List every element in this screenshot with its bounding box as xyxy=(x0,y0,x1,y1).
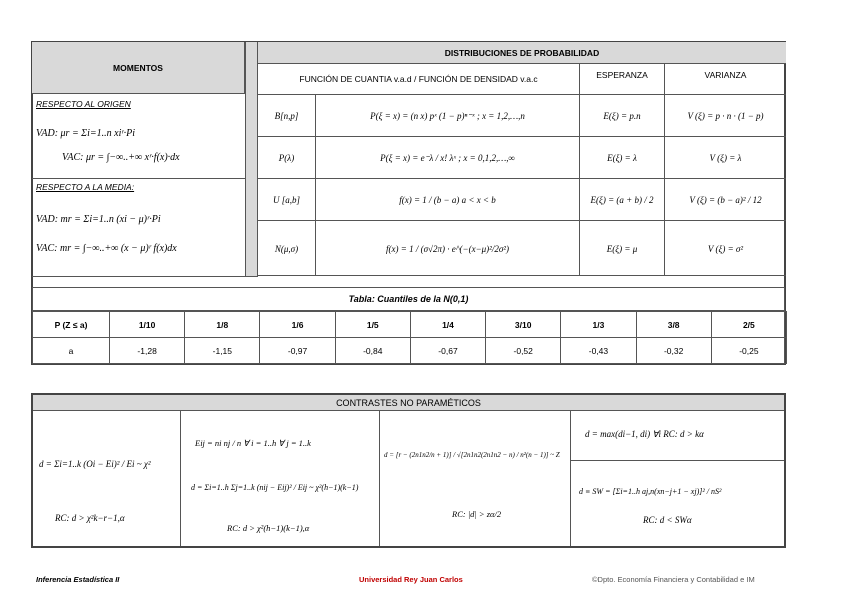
dist-function: f(x) = 1 / (σ√2π) · e^(−(x−μ)²/2σ²) xyxy=(316,221,580,276)
quantiles-table xyxy=(32,311,787,364)
dist-row-normal xyxy=(258,221,786,276)
col-expectation-header: ESPERANZA xyxy=(580,64,665,95)
contrast-independence xyxy=(181,411,380,546)
distributions-header xyxy=(258,42,786,64)
origin-vad-formula: VAD: μr = Σi=1..n xiʳ·Pi xyxy=(36,128,135,139)
prob-cell: 3/8 xyxy=(636,312,711,338)
contrasts-title: CONTRASTES NO PARAMÉTICOS xyxy=(336,397,481,408)
dist-expectation: E(ξ) = λ xyxy=(580,137,665,179)
footer-center: Universidad Rey Juan Carlos xyxy=(359,575,463,584)
shapiro-wilk-rc: RC: d < SWα xyxy=(643,515,692,525)
shapiro-wilk-formula: d ≡ SW = [Σi=1..h aj,n(xn−j+1 − xj)]² / nS² xyxy=(579,487,722,496)
value-cell: -0,43 xyxy=(561,338,636,364)
footer-right: ©Dpto. Economía Financiera y Contabilidad e IM xyxy=(592,575,755,584)
runs-formula: d = [r − (2n1n2/n + 1)] / √[2n1n2(2n1n2 − n) / n²(n − 1)] ~ Z xyxy=(384,451,560,459)
value-cell: -1,28 xyxy=(110,338,185,364)
dist-expectation: E(ξ) = (a + b) / 2 xyxy=(580,179,665,221)
dist-row-binomial xyxy=(258,95,786,137)
contrast-chi-square xyxy=(33,411,181,546)
mean-vac-formula: VAC: mr = ∫−∞..+∞ (x − μ)ʳ f(x)dx xyxy=(36,243,177,254)
moments-origin xyxy=(32,94,245,179)
row-label: P (Z ≤ a) xyxy=(33,312,110,338)
mean-heading: RESPECTO A LA MEDIA: xyxy=(36,182,135,192)
independence-rc: RC: d > χ²(h−1)(k−1),α xyxy=(227,523,310,533)
dist-row-uniform xyxy=(258,179,786,221)
quantiles-title: Tabla: Cuantiles de la N(0,1) xyxy=(33,288,784,311)
value-cell: -0,67 xyxy=(410,338,485,364)
prob-cell: 1/4 xyxy=(410,312,485,338)
distributions-title: DISTRIBUCIONES DE PROBABILIDAD xyxy=(444,47,600,58)
origin-heading: RESPECTO AL ORIGEN xyxy=(36,99,131,109)
origin-vac-formula: VAC: μr = ∫−∞..+∞ xʳ·f(x)·dx xyxy=(62,152,180,163)
contrast-runs xyxy=(380,411,571,546)
contrast-kolmogorov xyxy=(571,411,784,461)
dist-variance: V (ξ) = σ² xyxy=(707,243,744,254)
value-cell: -0,84 xyxy=(335,338,410,364)
moments-header xyxy=(32,42,245,94)
kolmogorov-formula: d = max(di−1, di) ∀i RC: d > kα xyxy=(585,429,704,439)
value-cell: -0,52 xyxy=(486,338,561,364)
mean-vad-formula: VAD: mr = Σi=1..n (xi − μ)ʳ·Pi xyxy=(36,214,161,225)
grey-separator xyxy=(245,42,258,276)
contrast-shapiro-wilk xyxy=(571,461,784,546)
independence-formula: d = Σi=1..h Σj=1..k (nij − Eij)² / Eij ~ χ²(h−1)(k−1) xyxy=(191,483,359,492)
value-cell: -1,15 xyxy=(185,338,260,364)
dist-name: N(μ,σ) xyxy=(258,221,316,276)
value-cell: -0,32 xyxy=(636,338,711,364)
dist-expectation: E(ξ) = μ xyxy=(580,221,665,276)
table-row xyxy=(33,338,787,364)
prob-cell: 1/3 xyxy=(561,312,636,338)
dist-function: P(ξ = x) = e⁻λ / x! λˣ ; x = 0,1,2,…,∞ xyxy=(316,137,580,179)
prob-cell: 1/8 xyxy=(185,312,260,338)
expected-frequency: Eij = ni nj / n ∀ i = 1..h ∀ j = 1..k xyxy=(195,438,311,448)
moments-divider xyxy=(32,276,258,277)
dist-variance: V (ξ) = λ xyxy=(709,153,742,163)
dist-variance: V (ξ) = (b − a)² / 12 xyxy=(689,195,762,205)
prob-cell: 2/5 xyxy=(711,312,786,338)
runs-rc: RC: |d| > zα/2 xyxy=(452,509,502,519)
chi-square-rc: RC: d > χ²k−r−1,α xyxy=(55,513,125,523)
dist-expectation: E(ξ) = p.n xyxy=(580,95,665,137)
prob-cell: 1/6 xyxy=(260,312,335,338)
dist-variance: V (ξ) = p · n · (1 − p) xyxy=(687,111,764,121)
dist-name: B[n,p] xyxy=(258,95,316,137)
dist-function: f(x) = 1 / (b − a) a < x < b xyxy=(316,179,580,221)
value-cell: -0,25 xyxy=(711,338,786,364)
moments-title: MOMENTOS xyxy=(113,62,163,73)
prob-cell: 3/10 xyxy=(486,312,561,338)
col-variance-header: VARIANZA xyxy=(665,64,786,95)
moments-mean xyxy=(32,179,245,276)
prob-cell: 1/5 xyxy=(335,312,410,338)
row-label: a xyxy=(33,338,110,364)
table-row xyxy=(33,312,787,338)
col-function-header: FUNCIÓN DE CUANTIA v.a.d / FUNCIÓN DE DENSIDAD v.a.c xyxy=(258,64,580,95)
dist-function: P(ξ = x) = (n x) pˣ (1 − p)ⁿ⁻ˣ ; x = 1,2,…,n xyxy=(316,95,580,137)
dist-name: P(λ) xyxy=(258,137,316,179)
dist-name: U [a,b] xyxy=(258,179,316,221)
chi-square-formula: d = Σi=1..k (Oi − Ei)² / Ei ~ χ² xyxy=(39,459,151,469)
value-cell: -0,97 xyxy=(260,338,335,364)
contrasts-header xyxy=(33,395,784,411)
footer-left: Inferencia Estadística II xyxy=(36,575,120,584)
prob-cell: 1/10 xyxy=(110,312,185,338)
dist-row-poisson xyxy=(258,137,786,179)
